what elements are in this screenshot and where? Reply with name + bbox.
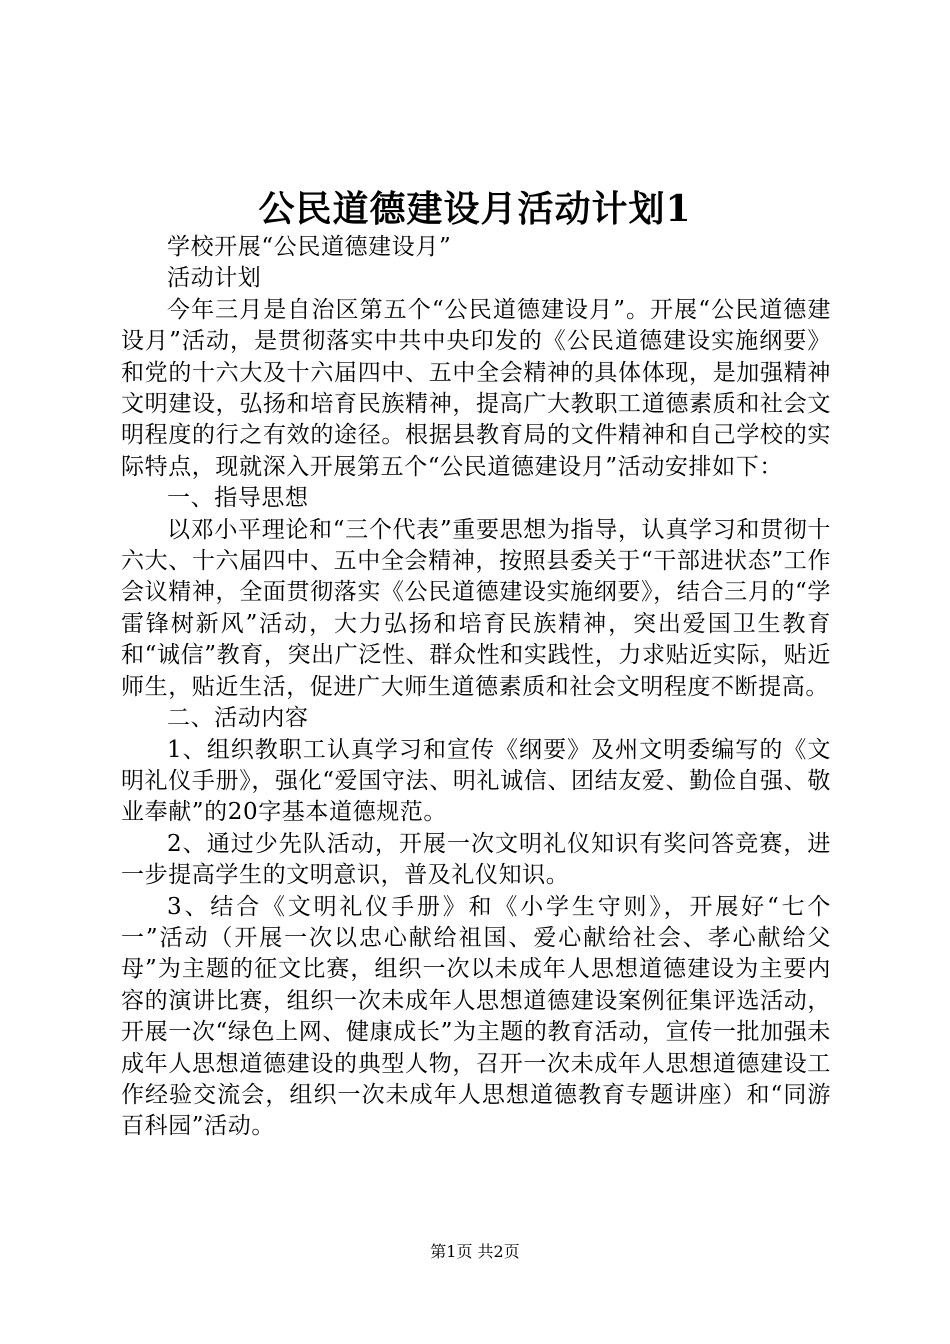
section-heading: 一、指导思想 [167, 485, 309, 512]
document-body [121, 232, 831, 1143]
list-item: 1、组织教职工认真学习和宣传《纲要》及州文明委编写的《文明礼仪手册》，强化“爱国守法、明礼诚信、团结友爱、勤俭自强、敬业奉献”的20字基本道德规范。 [121, 736, 831, 826]
paragraph: 活动计划 [167, 265, 262, 292]
paragraph: 学校开展“公民道德建设月” [167, 234, 452, 260]
section-heading: 二、活动内容 [167, 705, 309, 732]
list-item: 2、通过少先队活动，开展一次文明礼仪知识有奖问答竞赛，进一步提高学生的文明意识，普及礼仪知识。 [121, 830, 831, 889]
list-item: 3、结合《文明礼仪手册》和《小学生守则》，开展好“七个一”活动（开展一次以忠心献给祖国、爱心献给社会、孝心献给父母”为主题的征文比赛，组织一次以未成年人思想道德建设为主要内容的演讲比赛，组织一次未成年人思想道德建设案例征集评选活动，开展一次“绿色上网、健康成长”为主题的教育活动，宣传一批加强未成年人思想道德建设的典型人物，召开一次未成年人思想道德建设工作经验交流会，组织一次未成年人思想道德教育专题讲座）和“同游百科园”活动。 [121, 893, 831, 1140]
paragraph: 今年三月是自治区第五个“公民道德建设月”。开展“公民道德建设月”活动，是贯彻落实中共中央印发的《公民道德建设实施纲要》和党的十六大及十六届四中、五中全会精神的具体体现，是加强精神文明建设，弘扬和培育民族精神，提高广大教职工道德素质和社会文明程度的行之有效的途径。根据县教育局的文件精神和自己学校的实际特点，现就深入开展第五个“公民道德建设月”活动安排如下： [121, 296, 831, 480]
document-title: 公民道德建设月活动计划1 [258, 188, 692, 230]
page-footer: 第1页 共2页 [430, 1242, 520, 1261]
paragraph: 以邓小平理论和“三个代表”重要思想为指导，认真学习和贯彻十六大、十六届四中、五中全会精神，按照县委关于“干部进状态”工作会议精神，全面贯彻落实《公民道德建设实施纲要》，结合三月的“学雷锋树新风”活动，大力弘扬和培育民族精神，突出爱国卫生教育和“诚信”教育，突出广泛性、群众性和实践性，力求贴近实际，贴近师生，贴近生活，促进广大师生道德素质和社会文明程度不断提高。 [121, 516, 831, 700]
